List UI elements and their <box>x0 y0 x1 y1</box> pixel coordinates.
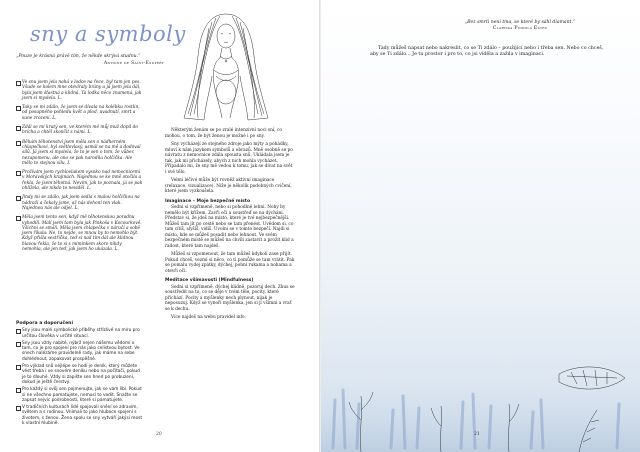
body-paragraph: Sedni si vzpřímeně, nebo si pohodlně lehni. Nohy by nemělo být křížem. Zavři oči a soustřeď se na dýchání. Představ si, že jdeš na místo, které je tvé nejbezpečnější. Můžeš tam jít po cestě nebo se tam přenést. Uvědom si, co tam cítíš, slyšíš, vidíš. Uvolni se v tomto bezpečí. Najdi si místo, kde se můžeš posadit nebo lehnout. Ve svém bezpečném místě se můžeš na chvíli zastavit a prožít klid a radost, které tam najdeš. <box>165 205 294 249</box>
tip-item: V tradičních kulturách lidé spojovali snění se zdravím, světem a s rodinou. Vnímali to jako hluboce spojení s životem, s ženou. Žena spolu se sny vytváří jakýsi most k vlastní hlubině. <box>16 405 143 426</box>
checkbox-icon <box>16 406 21 411</box>
dream-entries <box>16 80 143 256</box>
left-page-number: 20 <box>156 432 162 437</box>
checkbox-icon <box>16 196 21 201</box>
tip-item: Sny jsou malé symbolické příběhy střízlivé na míru pro určitou člověka v určité situaci. <box>16 328 143 339</box>
left-epigraph <box>16 54 164 67</box>
tip-item: Sny jsou vždy nabité, nýbrž nejen nášemu vědomí o tom, co je pro spojení pro nás jako celistvou bytost. Ve snech nalézáme pravidelně rady, jak máme na sebe dohlédnout, zopakovat prospěšné. <box>16 341 143 362</box>
checkbox-icon <box>16 216 21 221</box>
watercolor-decoration <box>321 330 640 452</box>
dream-entry: Taky se mi zdálo, že jsem se dívala na kolébku rostlin, od posupného pohledu květ a plod, uvadnutí, smrt a sune zrození. L. <box>16 105 143 121</box>
tip-item: Pro každý si svůj sen pojmenujte, jak se vám líbí. Pokud si ne všechno pamatujete, nemusí to vadit. Snažte se zapsat nejvíc podrobností, které si pamatujete. <box>16 387 143 403</box>
meditation-heading: Meditace všímavosti (Mindfulness) <box>165 278 254 283</box>
body-paragraph: Sny vycházejí ze stejného zdroje jako mýty a pohádky, mluví k nám jazykem symbolů a obrazů. Mně osobně se po návratu z nemocnice zdála spousta snů. Ukládala jsem je tak, jak mi přicházely, abych z nich mohla vycházet. Případalo mi, že sny mě vedou k tomu, jak se dívat na svět i své tělo. <box>165 142 293 175</box>
dream-entry: Běhám těhotenství jsem měla sen o nádherném chlapečkovi, byl světlovlasý, usmál se na mě a dodoval sílů. Já jsem si myslela, že to je sen o tom, že vůbec nezapomenu, ale ono se pak narodila holčička. Ale mělo to stejnou sílu. I. <box>16 140 143 166</box>
right-page-number: 21 <box>474 432 480 437</box>
tip-item: Pro výklad snů nejlépe se hodí je deník, který můžete vést třeba i ve snovém deníku nebo na počítači, pokud je to dlouhé. Vždy si zapište sen hned po probuzení, dokud je ještě čerstvý. <box>16 364 143 385</box>
checkbox-icon <box>16 365 21 370</box>
left-epigraph-text: „Pouze je krásná právě tím, že někde skrývá studnu.“ <box>16 54 141 59</box>
right-epigraph-text: „Bez smrti není tma, se které by sáhl diamant.“ <box>464 20 576 25</box>
imagination-heading: Imaginace – Moje bezpečné místo <box>165 198 251 204</box>
tips-section <box>16 321 143 428</box>
tips-heading: Podpora a doporučení <box>16 321 74 326</box>
body-paragraph: Můžeš si vzpomenout, že tam můžeš kdykoli zase přijít. Pokud chceš, vezmi si něco, co ti pomůže se tam vrátit. Pak se pomalu vydej zpátky, dýchej, pohni rukama a nohama a otevři oči. <box>165 252 295 274</box>
right-epigraph-author: Clarissa Pinkola Estés <box>492 26 548 31</box>
body-paragraph: Velmi léčivé může být rovněž aktivní imaginace (relaxace, vizualizace). Níže je několik podobných cvičení, které jsem vyzkoušela. <box>165 178 292 194</box>
body-paragraph: Některým ženám se po zralé intenzivní noci sní, co mohou, o tom, že být ženou je možné i po sny. <box>165 128 282 139</box>
checkbox-icon <box>16 171 21 176</box>
body-paragraph: Více najdeš na webu pravidel info. <box>171 315 246 320</box>
dream-entry: Zdál se mi krutý sen, ve kterém mě můj muž dopil do brícha a chtěl skončit s námi. L. <box>16 125 143 136</box>
woman-illustration <box>176 6 276 124</box>
dream-entry: Ve snu jsem jela nahá v lodce na řece, byl tam jen pes. Všude se kolem mne otevíraly brány a já jsem jela dál, byla jsem šťastná a klidná. Ta loďka něco znamená, jak jsem si myslela. L. <box>16 80 143 101</box>
dream-entry: Měla jsem tento sen, když mě těhotenskou poradnu vyhodili. Malí jsem tam byla jak Pinkoša v Kocourkově. Všichni se smáli. Měla jsem chlapečka v náručí a sobě jsem říkala: Ne, to nejde, se mnou by to nemohlo být. Když přišla sestřička, teď si nad tím dál ale klidnou hlavou řekla, že to si s miminkem skoro nikdy nemohla, ale jen teď, jak jsem ho ukázala. L. <box>16 215 143 252</box>
checkbox-icon <box>16 106 21 111</box>
checkbox-icon <box>16 141 21 146</box>
checkbox-icon <box>16 342 21 347</box>
right-epigraph <box>440 20 600 32</box>
right-instructions <box>370 46 605 59</box>
dream-entry: Jindy mi se zdálo, jak jsem sedla s malou holčičkou na nádraží a čekaly jsme, až nás dohoní ten vlak. Najednou nás ale odjel. L. <box>16 195 143 211</box>
body-column <box>165 128 295 324</box>
right-instructions-text: Tady můžeš napsat nebo nakreslit, co se Ti zdálo – použijicí nebo i třeba sen. Nebo co chceš, aby se Ti zdálo... Je tu prostor i pro to, co jsi viděla a zažila v imaginaci. <box>370 46 604 58</box>
body-paragraph: Sedni si vzpřímeně, dýchej klidně, pozoruj dech. Zkus se soustředit na to, co se děje v tvém těle, pocity, které přichází. Pocity a myšlenky nech plynout, nijak je neposuzuj. Když se vynoří myšlenka, jen si jí všimni a vrať se k dechu. <box>165 284 295 312</box>
left-epigraph-author: Antoine de Saint-Exupéry <box>103 61 164 66</box>
checkbox-icon <box>16 81 21 86</box>
checkbox-icon <box>16 329 21 334</box>
left-page <box>0 0 319 452</box>
checkbox-icon <box>16 388 21 393</box>
page-title: sny a symboly <box>30 22 186 46</box>
checkbox-icon <box>16 126 21 131</box>
dream-entry: Prožívám jsem rychlovlakem vysoko nad nemocnicemi v Moravských krajinách. Najednou se ke mně otočila a řekla, že jsem těhotná. Nevím, jak to poznala, já se pak ohlížela, ale nikdo to neviděl. L. <box>16 170 143 191</box>
